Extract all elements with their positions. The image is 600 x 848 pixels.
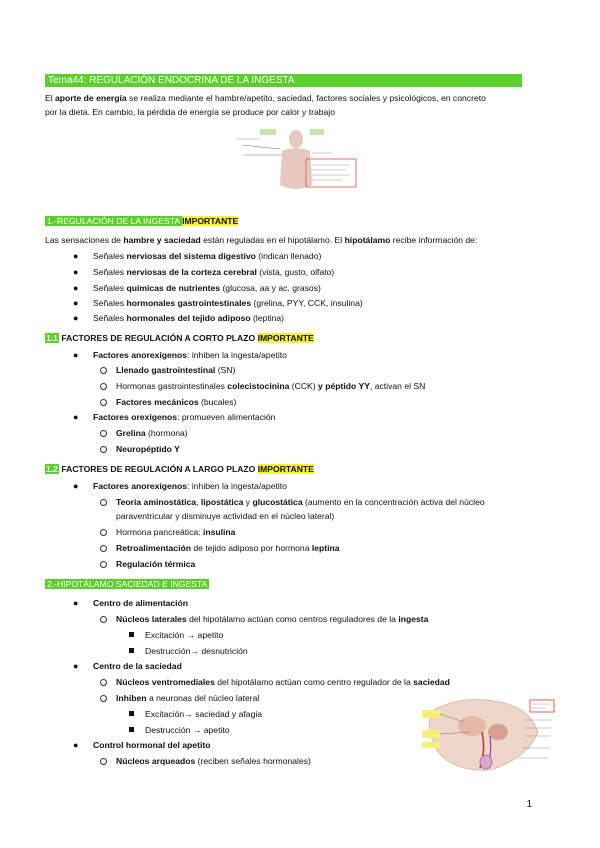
list-item: Núcleos laterales del hipotálamo actúan como centros reguladores de la ingesta [116, 614, 429, 624]
list-item: Llenado gastrointestinal (SN) [116, 365, 236, 375]
circle-bullet-icon [100, 446, 107, 453]
page-title: Tema44: REGULACIÓN ENDOCRINA DE LA INGESTA [45, 74, 522, 87]
list-item: Factores anorexígenos: inhiben la ingesta/apetito [93, 350, 287, 360]
bullet-icon: ● [73, 661, 79, 671]
bullet-icon: ● [73, 412, 79, 422]
circle-bullet-icon [100, 758, 107, 765]
list-item: Factores anorexígenos: inhiben la ingesta/apetito [93, 481, 287, 491]
list-item: Núcleos ventromediales del hipotálamo actúan como centro regulador de la saciedad [116, 677, 450, 687]
list-item: Excitación → apetito [145, 630, 224, 640]
circle-bullet-icon [100, 499, 107, 506]
list-item: Factores orexígenos: promueven alimentación [93, 412, 276, 422]
list-item: Teoría aminostática, lipostática y glucostática (aumento en la concentración activa del núcleo [116, 497, 485, 507]
list-item: Señales hormonales gastrointestinales (grelina, PYY, CCK, insulina) [93, 298, 363, 308]
circle-bullet-icon [100, 367, 107, 374]
circle-bullet-icon [100, 679, 107, 686]
list-item: Señales químicas de nutrientes (glucosa, aa y ac. grasos) [93, 283, 321, 293]
square-bullet-icon [129, 648, 134, 653]
list-item: Señales nerviosas del sistema digestivo (indican llenado) [93, 251, 322, 261]
list-item: Grelina (hormona) [116, 428, 188, 438]
section-2-heading: 2.-HIPOTÁLAMO SACIEDAD E INGESTA [47, 579, 208, 589]
circle-bullet-icon [100, 695, 107, 702]
circle-bullet-icon [100, 561, 107, 568]
list-item: Retroalimentación de tejido adiposo por hormona leptina [116, 543, 340, 553]
circle-bullet-icon [100, 383, 107, 390]
list-item: Destrucción → apetito [145, 725, 230, 735]
energy-balance-figure [232, 125, 358, 195]
intro-line-1: El aporte de energía se realiza mediante el hambre/apetito, saciedad, factores sociales y psicológicos, en concreto [45, 93, 486, 103]
list-item: Señales nerviosas de la corteza cerebral (vista, gusto, olfato) [93, 267, 335, 277]
circle-bullet-icon [100, 616, 107, 623]
list-item: Núcleos arqueados (reciben señales hormonales) [116, 756, 311, 766]
circle-bullet-icon [100, 430, 107, 437]
list-item: Hormona pancreática: insulina [116, 527, 236, 537]
bullet-icon: ● [73, 298, 79, 308]
list-item: Centro de alimentación [93, 598, 189, 608]
bullet-icon: ● [73, 313, 79, 323]
square-bullet-icon [129, 632, 134, 637]
list-item: Neuropéptido Y [116, 444, 180, 454]
intro-line-2: por la dieta. En cambio, la pérdida de energía se produce por calor y trabajo [45, 107, 335, 117]
square-bullet-icon [129, 711, 134, 716]
list-item: Señales hormonales del tejido adiposo (leptina) [93, 313, 285, 323]
list-item: Regulación térmica [116, 559, 196, 569]
list-item: Factores mecánicos (bucales) [116, 397, 237, 407]
square-bullet-icon [129, 727, 134, 732]
section-1-1-heading: 1.1 FACTORES DE REGULACIÓN A CORTO PLAZO IMPORTANTE [46, 333, 314, 343]
bullet-icon: ● [73, 481, 79, 491]
list-item: Hormonas gastrointestinales colecistocinina (CCK) y péptido YY, activan el SN [116, 381, 426, 391]
bullet-icon: ● [73, 283, 79, 293]
list-item: Centro de la saciedad [93, 661, 182, 671]
bullet-icon: ● [73, 267, 79, 277]
page-number: 1 [526, 799, 532, 810]
list-item: Inhiben a neuronas del núcleo lateral [116, 693, 260, 703]
circle-bullet-icon [100, 399, 107, 406]
section-1-2-heading: 1.2 FACTORES DE REGULACIÓN A LARGO PLAZO IMPORTANTE [46, 464, 314, 474]
bullet-icon: ● [73, 740, 79, 750]
list-item-continuation: paraventricular y disminuye actividad en el núcleo lateral) [116, 511, 335, 521]
list-item: Control hormonal del apetito [93, 740, 211, 750]
bullet-icon: ● [73, 350, 79, 360]
list-item: Excitación→ saciedad y afagia [145, 709, 263, 719]
section-1-lead: Las sensaciones de hambre y saciedad están reguladas en el hipotálamo. El hipotálamo recibe información de: [45, 235, 478, 245]
section-1-heading: 1.-REGULACIÓN DE LA INGESTA IMPORTANTE [47, 216, 239, 226]
list-item: Destrucción→ desnutrición [145, 646, 248, 656]
hypothalamus-figure [420, 692, 556, 774]
circle-bullet-icon [100, 545, 107, 552]
bullet-icon: ● [73, 598, 79, 608]
circle-bullet-icon [100, 529, 107, 536]
bullet-icon: ● [73, 251, 79, 261]
